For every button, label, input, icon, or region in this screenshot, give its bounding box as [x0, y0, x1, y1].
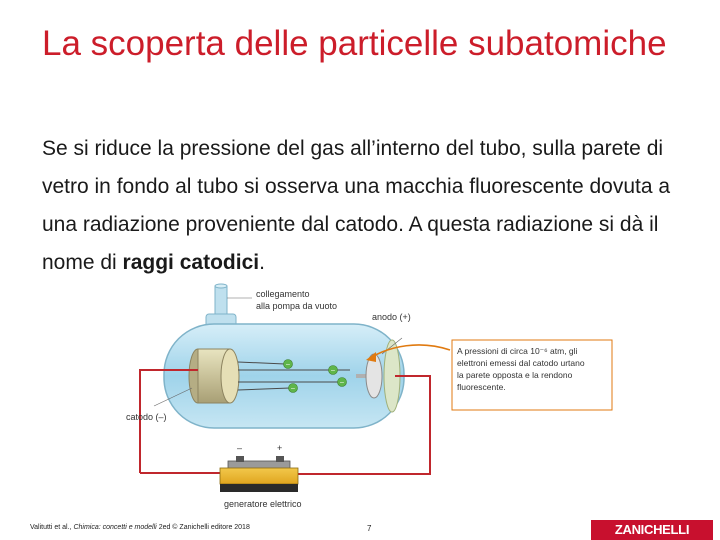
svg-text:fluorescente.: fluorescente. — [457, 382, 506, 392]
footer-edition: 2ed © Zanichelli editore 2018 — [158, 524, 250, 531]
pump-pipe — [215, 286, 227, 318]
body-text-end: . — [259, 251, 265, 274]
footer-book-title: Chimica: concetti e modelli — [73, 524, 157, 531]
battery-terminal-left — [236, 456, 244, 462]
svg-text:la parete opposta e la rendono: la parete opposta e la rendono — [457, 370, 573, 380]
body-text-bold-term: raggi catodici — [122, 251, 260, 274]
label-generator: generatore elettrico — [224, 499, 302, 509]
svg-text:A pressioni di circa 10⁻⁶ atm,: A pressioni di circa 10⁻⁶ atm, gli — [457, 346, 578, 356]
svg-text:–: – — [286, 361, 290, 369]
svg-text:–: – — [331, 367, 335, 375]
publisher-logo: ZANICHELLI — [591, 520, 713, 540]
label-anode: anodo (+) — [372, 312, 411, 322]
svg-text:–: – — [291, 385, 295, 393]
footer-authors: Valitutti et al., — [30, 524, 72, 531]
label-pump-line-1: collegamento — [256, 289, 310, 299]
svg-text:elettroni emessi dal catodo ur: elettroni emessi dal catodo urtano — [457, 358, 585, 368]
svg-text:–: – — [340, 379, 344, 387]
page-number: 7 — [367, 524, 372, 533]
pump-pipe-top — [215, 284, 227, 288]
body-text-main: Se si riduce la pressione del gas all’interno del tubo, sulla parete di vetro in fondo al tubo si osserva una macchia fluorescente dovuta a una radiazione proveniente dal catodo. A questa radiazione si dà il nome di — [42, 137, 671, 274]
battery-terminal-right — [276, 456, 284, 462]
slide-body — [42, 130, 692, 282]
label-battery-minus: – — [237, 443, 243, 453]
label-pump-line-2: alla pompa da vuoto — [256, 301, 338, 311]
footer-credit — [30, 524, 250, 531]
battery-body — [220, 468, 298, 484]
battery-base — [220, 484, 298, 492]
cathode-ray-tube-figure — [120, 278, 640, 523]
cathode-front — [221, 349, 239, 403]
label-battery-plus: + — [277, 443, 283, 453]
slide-title: La scoperta delle particelle subatomiche — [42, 24, 667, 63]
label-cathode: catodo (–) — [126, 412, 167, 422]
